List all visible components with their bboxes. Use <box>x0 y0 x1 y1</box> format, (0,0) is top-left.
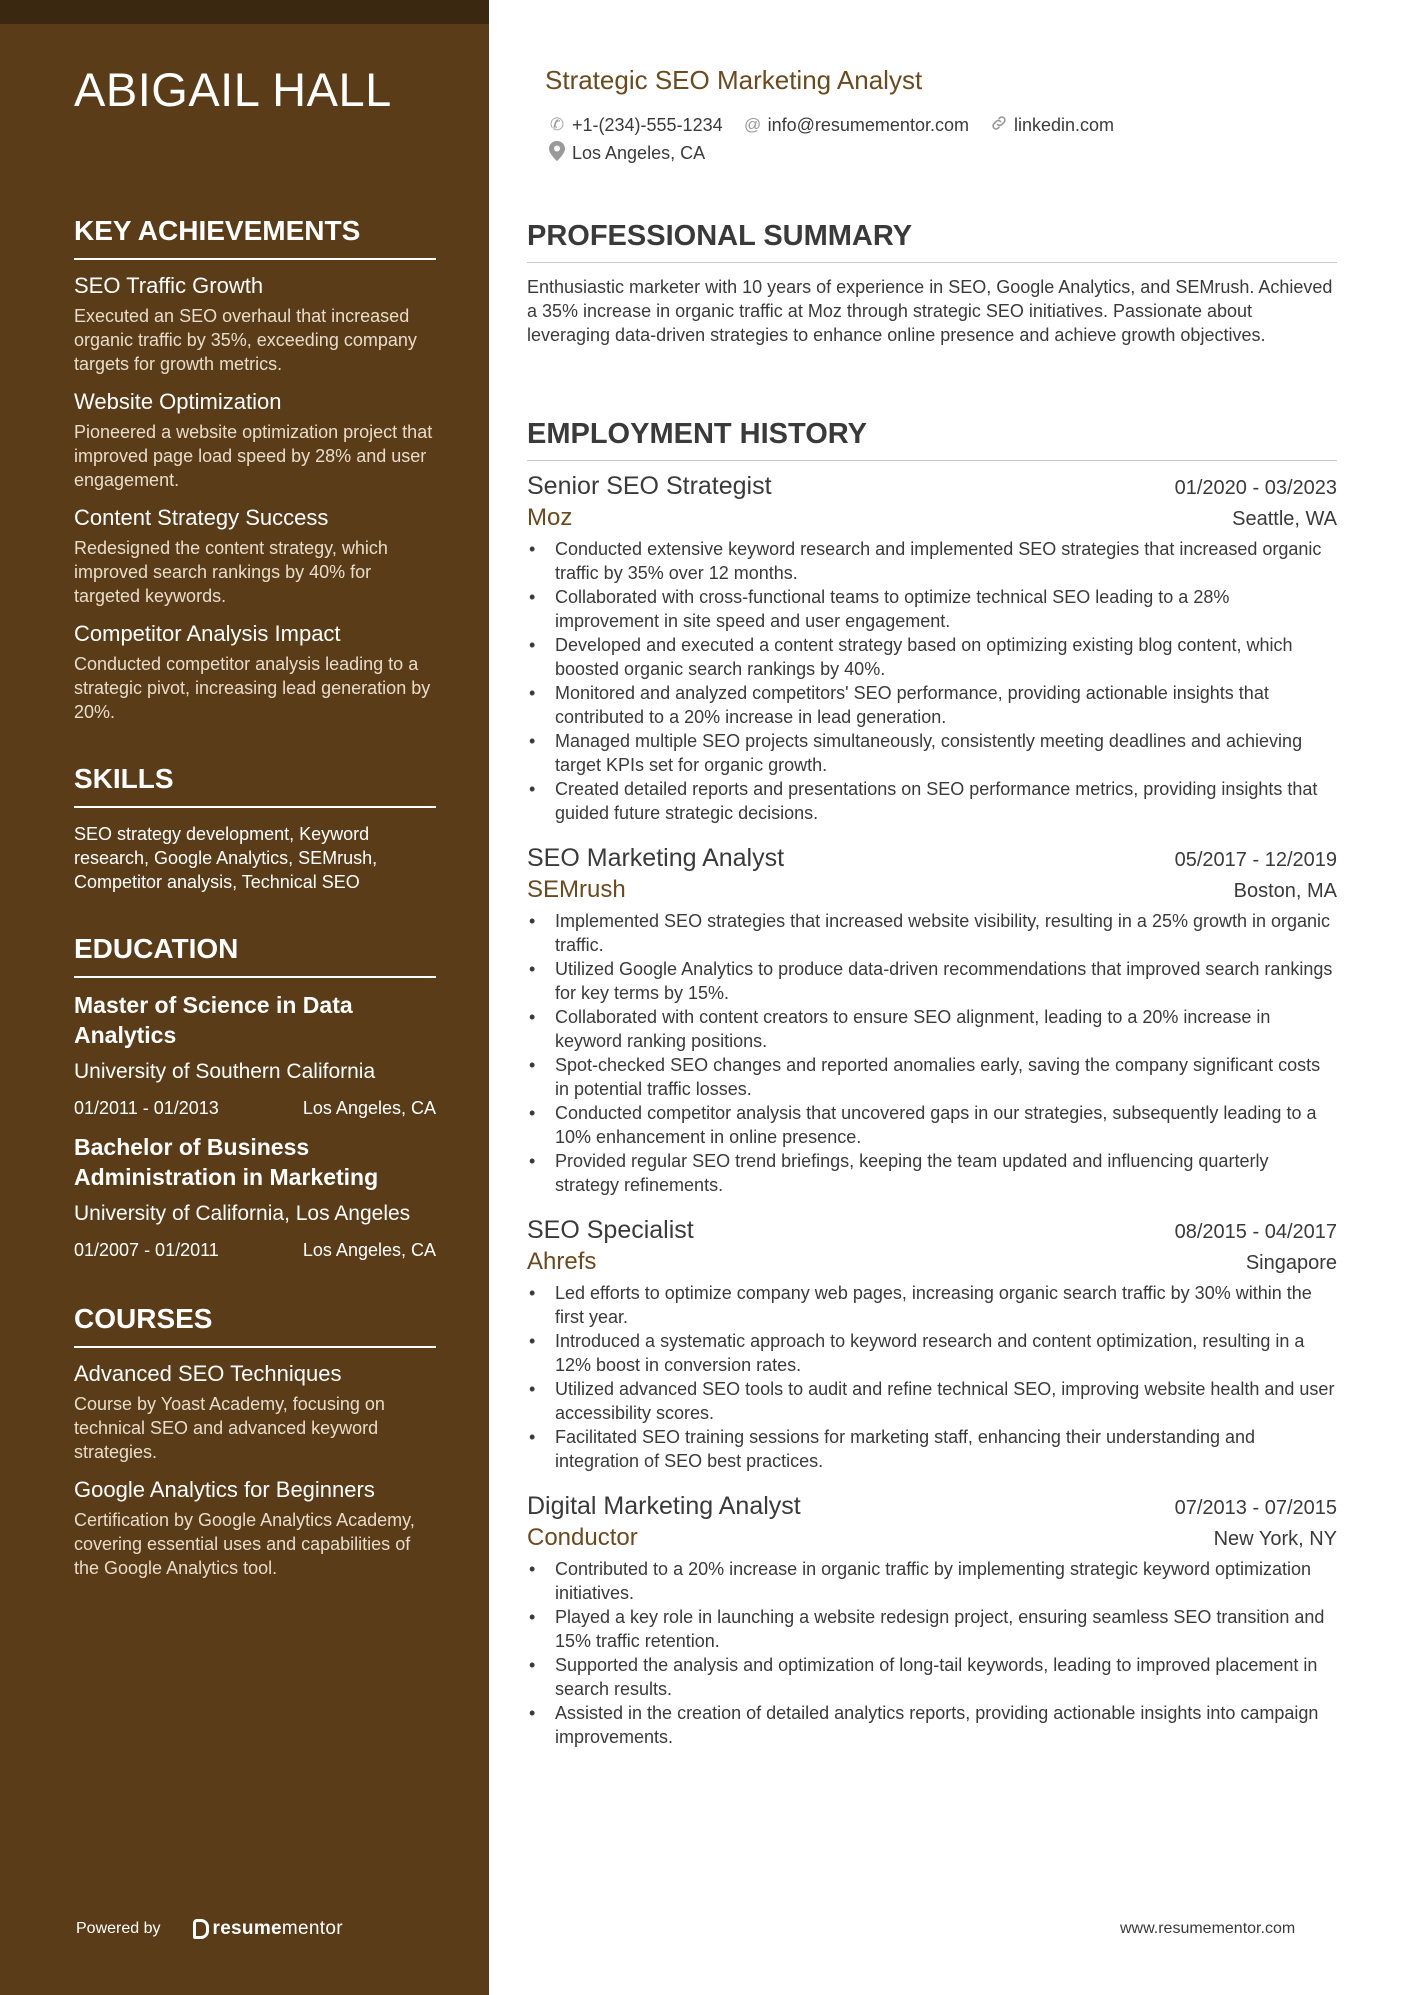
bullet-item: • Managed multiple SEO projects simultaneously, consistently meeting deadlines and achieving target KPIs set for organic growth. <box>527 729 1337 777</box>
job-company: Ahrefs <box>527 1248 597 1275</box>
achievement-desc: Executed an SEO overhaul that increased organic traffic by 35%, exceeding company targets for growth metrics. <box>74 306 417 374</box>
job-entry <box>527 841 1337 1197</box>
education-location: Los Angeles, CA <box>302 1098 436 1118</box>
candidate-name: ABIGAIL HALL <box>74 63 392 116</box>
summary-section <box>527 218 1337 347</box>
job-company: SEMrush <box>527 876 626 903</box>
job-title: Senior SEO Strategist <box>527 472 772 500</box>
achievement-title: Content Strategy Success <box>74 505 329 530</box>
contact-info <box>547 112 1327 168</box>
achievement-desc: Redesigned the content strategy, which improved search rankings by 40% for targeted keywords. <box>74 538 388 606</box>
bullet-item: • Collaborated with content creators to ensure SEO alignment, leading to a 20% increase in keyword ranking positions. <box>527 1005 1337 1053</box>
bullet-item: • Played a key role in launching a website redesign project, ensuring seamless SEO transition and 15% traffic retention. <box>527 1605 1337 1653</box>
job-location: Boston, MA <box>1233 880 1337 902</box>
footer-website-link[interactable]: www.resumementor.com <box>1120 1920 1296 1937</box>
employment-heading: EMPLOYMENT HISTORY <box>527 416 1337 461</box>
contact-row <box>547 140 1327 166</box>
job-subheader <box>527 1523 1337 1553</box>
job-subheader <box>527 1247 1337 1277</box>
job-location: Seattle, WA <box>1232 508 1337 530</box>
bullet-item: • Introduced a systematic approach to keyword research and content optimization, resulting in a 12% boost in conversion rates. <box>527 1329 1337 1377</box>
courses-section <box>74 1302 436 1580</box>
job-location: New York, NY <box>1213 1528 1337 1550</box>
education-dates: 01/2007 - 01/2011 <box>74 1240 219 1260</box>
course-desc: Certification by Google Analytics Academy, covering essential uses and capabilities of the Google Analytics tool. <box>74 1510 415 1578</box>
bullet-item: • Conducted extensive keyword research and implemented SEO strategies that increased organic traffic by 35% over 12 months. <box>527 537 1337 585</box>
skills-list: SEO strategy development, Keyword research, Google Analytics, SEMrush, Competitor analysis, Technical SEO <box>74 824 378 892</box>
contact-email[interactable] <box>743 115 969 136</box>
at-sign-icon: @ <box>743 115 762 134</box>
achievement-title: Website Optimization <box>74 389 282 414</box>
job-company: Moz <box>527 504 573 531</box>
brand-name-light: mentor <box>281 1918 343 1939</box>
bullet-item: • Developed and executed a content strategy based on optimizing existing blog content, which boosted organic search rankings by 40%. <box>527 633 1337 681</box>
powered-by-label: Powered by <box>76 1920 161 1937</box>
bullet-item: • Supported the analysis and optimization of long-tail keywords, leading to improved placement in search results. <box>527 1653 1337 1701</box>
job-title: Digital Marketing Analyst <box>527 1492 801 1520</box>
summary-text: Enthusiastic marketer with 10 years of experience in SEO, Google Analytics, and SEMrush. Achieved a 35% increase in organic traffic at Moz through strategic SEO initiatives. Passionate about leveraging data-driven strategies to enhance online presence and achieve growth objectives. <box>527 277 1333 345</box>
bullet-item: • Provided regular SEO trend briefings, keeping the team updated and influencing quarterly strategy refinements. <box>527 1149 1337 1197</box>
bullet-item: • Led efforts to optimize company web pages, increasing organic search traffic by 30% within the first year. <box>527 1281 1337 1329</box>
job-headline: Strategic SEO Marketing Analyst <box>545 65 923 95</box>
job-location: Singapore <box>1245 1252 1337 1274</box>
achievement-title: SEO Traffic Growth <box>74 273 264 298</box>
job-bullets <box>527 1557 1337 1749</box>
bullet-item: • Implemented SEO strategies that increased website visibility, resulting in a 25% growth in organic traffic. <box>527 909 1337 957</box>
location-pin-icon <box>547 141 567 166</box>
education-degree: Master of Science in Data Analytics <box>74 992 353 1048</box>
course-item <box>74 1476 436 1580</box>
course-desc: Course by Yoast Academy, focusing on technical SEO and advanced keyword strategies. <box>74 1394 385 1462</box>
job-header <box>527 1213 1337 1247</box>
course-item <box>74 1360 436 1464</box>
achievement-item <box>74 272 436 376</box>
education-meta <box>74 1096 436 1120</box>
job-entry <box>527 1489 1337 1749</box>
education-school: University of California, Los Angeles <box>74 1202 411 1225</box>
job-bullets <box>527 537 1337 825</box>
achievement-item <box>74 504 436 608</box>
achievement-title: Competitor Analysis Impact <box>74 621 341 646</box>
job-title: SEO Marketing Analyst <box>527 844 785 872</box>
job-header <box>527 1489 1337 1523</box>
courses-heading: COURSES <box>74 1302 436 1348</box>
job-header <box>527 469 1337 503</box>
location-text: Los Angeles, CA <box>572 142 706 163</box>
job-entry <box>527 1213 1337 1473</box>
linkedin-text: linkedin.com <box>1013 114 1115 135</box>
job-title: SEO Specialist <box>527 1216 694 1244</box>
bullet-item: • Utilized advanced SEO tools to audit and refine technical SEO, improving website health and user accessibility scores. <box>527 1377 1337 1425</box>
course-title: Google Analytics for Beginners <box>74 1477 375 1502</box>
job-subheader <box>527 875 1337 905</box>
job-bullets <box>527 1281 1337 1473</box>
skills-section <box>74 762 436 894</box>
link-icon <box>989 114 1009 137</box>
employment-section <box>527 416 1337 1749</box>
education-school: University of Southern California <box>74 1060 376 1083</box>
course-title: Advanced SEO Techniques <box>74 1361 342 1386</box>
job-dates: 05/2017 - 12/2019 <box>1174 849 1337 871</box>
bullet-item: • Utilized Google Analytics to produce data-driven recommendations that improved search rankings for key terms by 15%. <box>527 957 1337 1005</box>
bullet-item: • Facilitated SEO training sessions for marketing staff, enhancing their understanding and integration of SEO best practices. <box>527 1425 1337 1473</box>
bullet-item: • Spot-checked SEO changes and reported anomalies early, saving the company significant costs in potential traffic losses. <box>527 1053 1337 1101</box>
achievement-item <box>74 388 436 492</box>
achievement-desc: Pioneered a website optimization project that improved page load speed by 28% and user engagement. <box>74 422 433 490</box>
job-bullets <box>527 909 1337 1197</box>
summary-heading: PROFESSIONAL SUMMARY <box>527 218 1337 263</box>
education-degree: Bachelor of Business Administration in Marketing <box>74 1134 379 1190</box>
contact-row <box>547 112 1327 138</box>
brand-mark-icon <box>193 1919 209 1939</box>
sidebar-content <box>74 62 436 1580</box>
phone-text: +1-(234)-555-1234 <box>572 114 723 135</box>
achievements-section <box>74 214 436 724</box>
sidebar-top-bar <box>0 0 489 24</box>
phone-icon: ✆ <box>549 115 565 134</box>
education-item <box>74 1132 436 1262</box>
brand-name-bold: resume <box>212 1918 282 1939</box>
sidebar <box>0 0 489 1995</box>
bullet-item: • Conducted competitor analysis that uncovered gaps in our strategies, subsequently leading to a 10% enhancement in online presence. <box>527 1101 1337 1149</box>
contact-location <box>547 141 705 166</box>
job-header <box>527 841 1337 875</box>
contact-linkedin[interactable] <box>989 114 1114 137</box>
bullet-item: • Monitored and analyzed competitors' SEO performance, providing actionable insights that contributed to a 20% increase in lead generation. <box>527 681 1337 729</box>
job-dates: 08/2015 - 04/2017 <box>1174 1221 1337 1243</box>
achievements-heading: KEY ACHIEVEMENTS <box>74 214 436 260</box>
education-item <box>74 990 436 1120</box>
achievement-desc: Conducted competitor analysis leading to a strategic pivot, increasing lead generation by 20%. <box>74 654 431 722</box>
powered-by <box>76 1918 343 1940</box>
email-text: info@resumementor.com <box>767 114 969 135</box>
education-heading: EDUCATION <box>74 932 436 978</box>
skills-heading: SKILLS <box>74 762 436 808</box>
bullet-item: • Assisted in the creation of detailed analytics reports, providing actionable insights into campaign improvements. <box>527 1701 1337 1749</box>
achievement-item <box>74 620 436 724</box>
education-section <box>74 932 436 1262</box>
job-dates: 01/2020 - 03/2023 <box>1174 477 1337 499</box>
job-company: Conductor <box>527 1524 638 1551</box>
bullet-item: • Created detailed reports and presentations on SEO performance metrics, providing insights that guided future strategic decisions. <box>527 777 1337 825</box>
education-meta <box>74 1238 436 1262</box>
education-location: Los Angeles, CA <box>302 1240 436 1260</box>
bullet-item: • Contributed to a 20% increase in organic traffic by implementing strategic keyword optimization initiatives. <box>527 1557 1337 1605</box>
job-subheader <box>527 503 1337 533</box>
education-dates: 01/2011 - 01/2013 <box>74 1098 219 1118</box>
bullet-item: • Collaborated with cross-functional teams to optimize technical SEO leading to a 28% improvement in site speed and user engagement. <box>527 585 1337 633</box>
job-dates: 07/2013 - 07/2015 <box>1174 1497 1337 1519</box>
job-entry <box>527 469 1337 825</box>
contact-phone[interactable] <box>547 115 723 136</box>
brand-logo[interactable] <box>193 1918 343 1940</box>
